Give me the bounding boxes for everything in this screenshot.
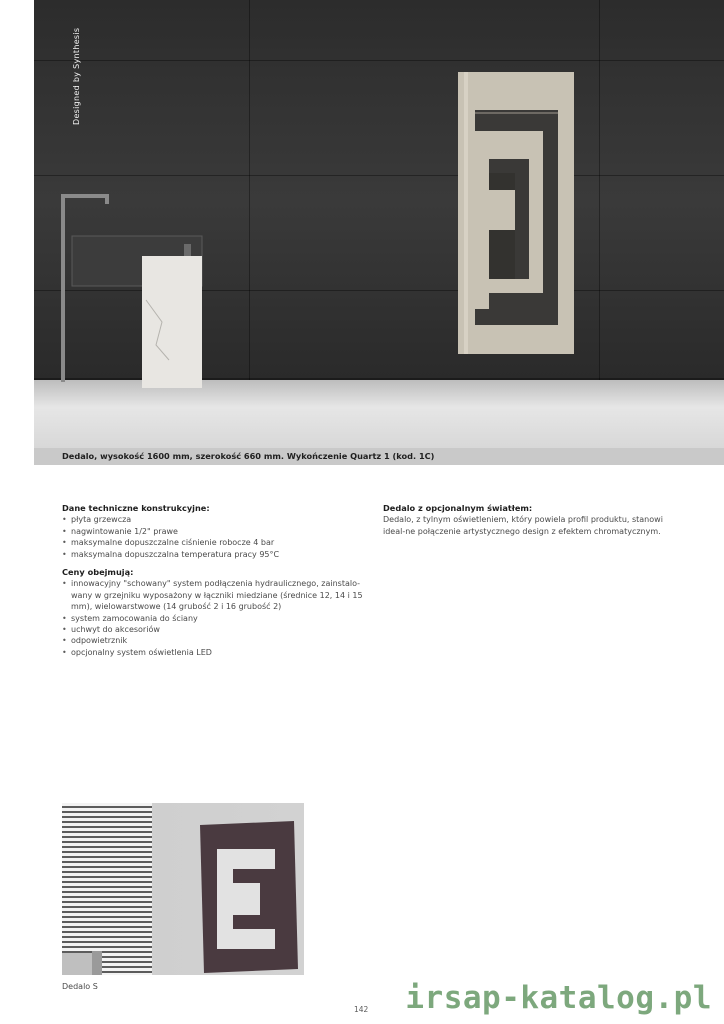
watermark: irsap-katalog.pl: [405, 980, 712, 1016]
hero-caption-bar: [34, 448, 724, 465]
page-number: 142: [354, 1005, 369, 1014]
list-item: • opcjonalny system oświetlenia LED: [62, 647, 362, 658]
tech-list: [62, 514, 362, 560]
right-column: [383, 503, 683, 537]
list-item: • odpowietrznik: [62, 635, 362, 646]
hero-photo: [34, 0, 724, 448]
faucet-spout: [61, 194, 109, 198]
list-item: • system zamocowania do ściany: [62, 613, 362, 624]
dedalo-s-photo: [62, 803, 304, 975]
hero-caption: Dedalo, wysokość 1600 mm, szerokość 660 mm. Wykończenie Quartz 1 (kod. 1C): [62, 451, 435, 461]
dedalo-s-radiator: [62, 803, 304, 975]
dedalo-radiator: [458, 72, 574, 354]
pedestal: [142, 256, 202, 388]
left-column: [62, 503, 362, 658]
price-list: [62, 578, 362, 658]
list-item: • uchwyt do akcesoriów: [62, 624, 362, 635]
scene-illustration: [34, 0, 724, 448]
light-description: Dedalo, z tylnym oświetleniem, który powiela profil produktu, stanowi ideal-ne połączenie artystycznego design z efektem chromatycznym.: [383, 515, 663, 536]
tech-heading: Dane techniczne konstrukcyjne:: [62, 503, 210, 513]
thumbnail-caption: Dedalo S: [62, 982, 98, 991]
list-item: • płyta grzewcza: [62, 514, 362, 525]
list-item: • innowacyjny "schowany" system podłączenia hydraulicznego, zainstalo-wany w grzejniku wyposażony w łączniki miedziane (średnice 12, 14 i 15 mm), wielowarstwowe (14 grubość 2 i 16 grubość 2): [62, 578, 363, 612]
faucet-stem: [61, 196, 65, 382]
list-item: • maksymalne dopuszczalne ciśnienie robocze 4 bar: [62, 537, 362, 548]
list-item: • maksymalna dopuszczalna temperatura pracy 95°C: [62, 549, 362, 560]
light-heading: Dedalo z opcjonalnym światłem:: [383, 503, 533, 513]
price-heading: Ceny obejmują:: [62, 567, 134, 578]
designer-credit: Designed by Synthesis: [72, 27, 81, 125]
list-item: • nagwintowanie 1/2" prawe: [62, 526, 362, 537]
